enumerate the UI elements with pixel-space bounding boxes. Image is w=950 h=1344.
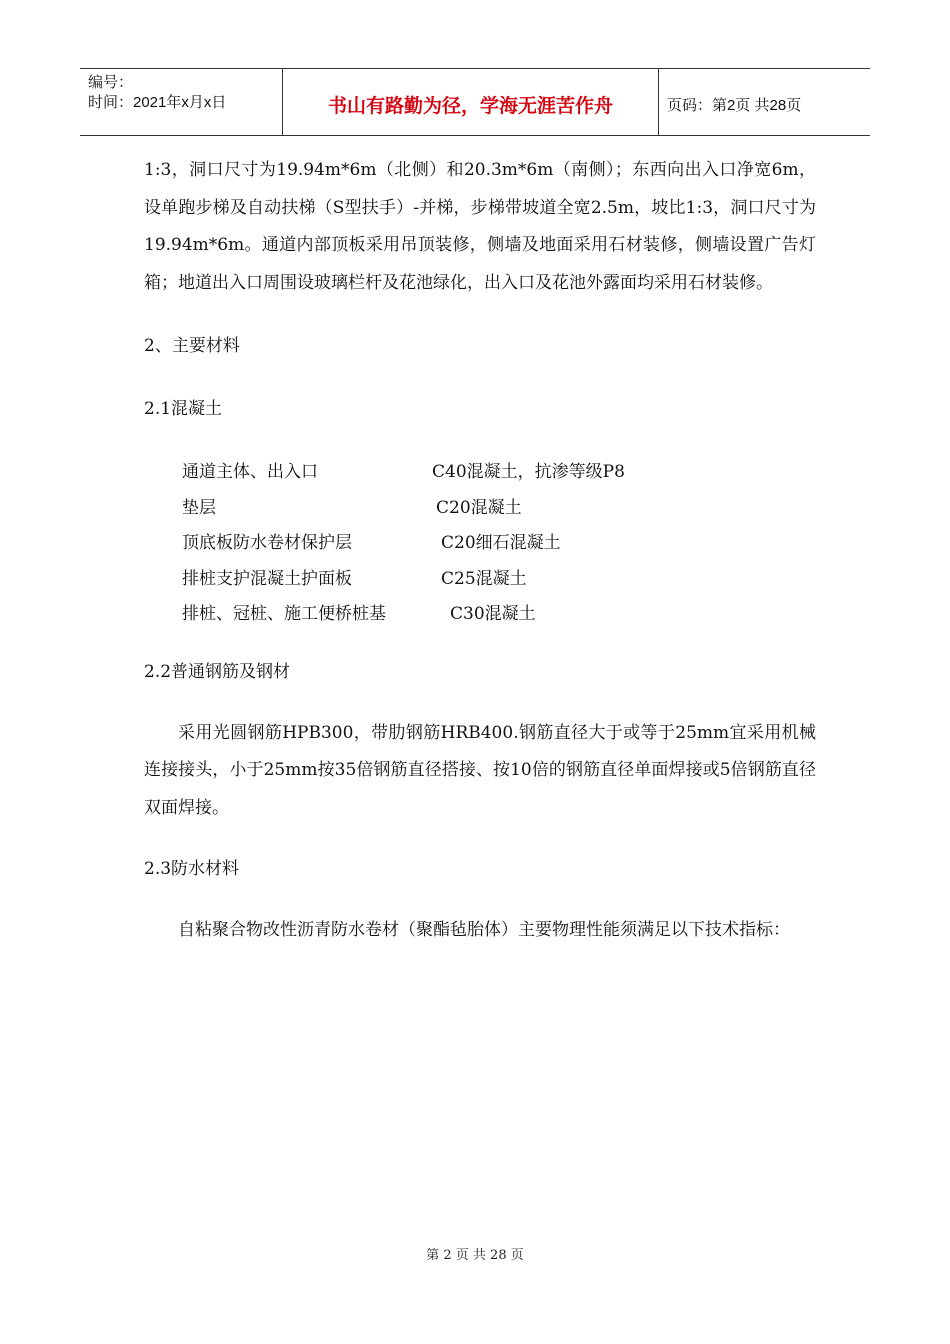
concrete-item-name: 排桩、冠桩、施工便桥桩基 [182, 604, 386, 625]
page-footer: 第 2 页 共 28 页 [426, 1248, 524, 1263]
concrete-item-value: C20混凝土 [436, 497, 522, 518]
waterproof-paragraph: 自粘聚合物改性沥青防水卷材（聚酯毡胎体）主要物理性能须满足以下技术指标： [178, 920, 790, 940]
document-body [144, 152, 816, 950]
header-motto: 书山有路勤为径，学海无涯苦作舟 [282, 69, 659, 135]
concrete-item-value: C25混凝土 [441, 568, 527, 589]
document-time-label: 时间：2021年x月x日 [88, 94, 227, 111]
concrete-item-value: C30混凝土 [450, 604, 536, 625]
concrete-item-name: 排桩支护混凝土护面板 [182, 568, 352, 589]
concrete-item-value: C20细石混凝土 [441, 533, 561, 554]
header-meta [80, 69, 282, 135]
document-number-label: 编号： [88, 74, 134, 91]
section-2-3-title: 2.3防水材料 [144, 859, 240, 879]
concrete-list [144, 452, 816, 630]
section-2-title: 2、主要材料 [144, 336, 240, 356]
section-2-2-title: 2.2普通钢筋及钢材 [144, 661, 291, 682]
concrete-item [144, 559, 816, 595]
steel-paragraph: 采用光圆钢筋HPB300，带肋钢筋HRB400.钢筋直径大于或等于25mm宜采用机械连接接头，小于25mm按35倍钢筋直径搭接、按10倍的钢筋直径单面焊接或5倍钢筋直径双面焊接。 [144, 722, 816, 818]
concrete-item-name: 垫层 [182, 497, 216, 518]
page-header [80, 68, 870, 136]
concrete-item [144, 452, 816, 488]
section-2-1-title: 2.1混凝土 [144, 399, 223, 419]
concrete-item-value: C40混凝土，抗渗等级P8 [432, 462, 625, 483]
intro-paragraph: 1:3，洞口尺寸为19.94m*6m（北侧）和20.3m*6m（南侧）；东西向出入口净宽6m，设单跑步梯及自动扶梯（S型扶手）-并梯，步梯带坡道全宽2.5m，坡比1:3，洞口尺寸为19.94m*6m。通道内部顶板采用吊顶装修，侧墙及地面采用石材装修，侧墙设置广告灯箱；地道出入口周围设玻璃栏杆及花池绿化，出入口及花池外露面均采用石材装修。 [144, 160, 816, 293]
concrete-item-name: 通道主体、出入口 [182, 462, 318, 483]
header-page-info: 页码：第2页 共28页 [667, 96, 802, 114]
concrete-item-name: 顶底板防水卷材保护层 [182, 533, 352, 554]
concrete-item [144, 594, 816, 630]
concrete-item [144, 488, 816, 524]
concrete-item [144, 523, 816, 559]
